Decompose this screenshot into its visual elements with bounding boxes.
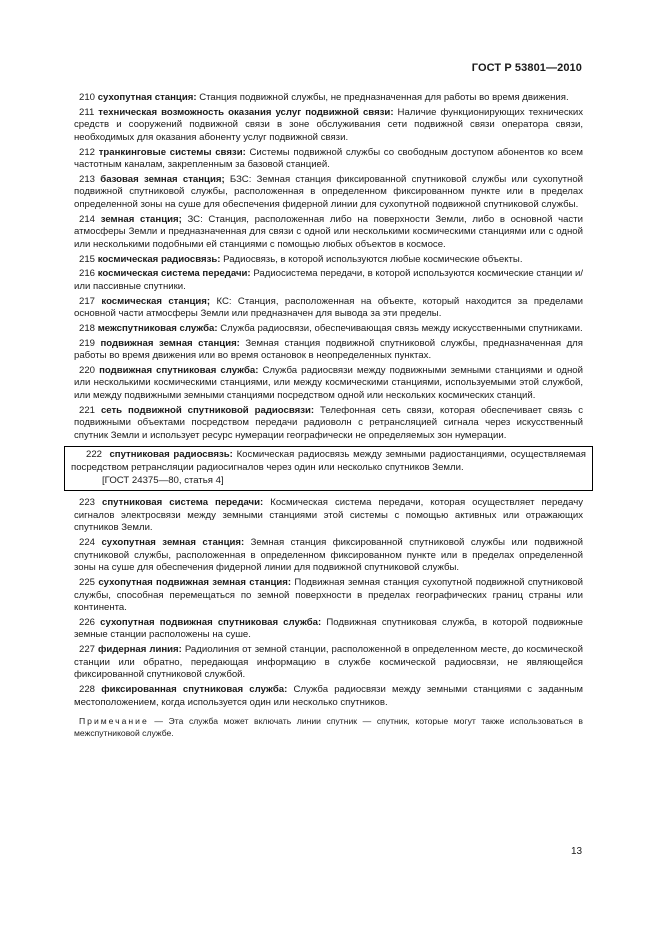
entry-term: сухопутная подвижная спутниковая служба: [100, 616, 322, 628]
definition-entry [74, 577, 583, 615]
entry-number: 220 [79, 364, 96, 376]
entry-term: сухопутная подвижная земная станция: [98, 577, 292, 588]
entry-definition: Служба радиосвязи между подвижными земными станциями и одной или несколькими космическими станциями, или между космическими станциями, используемыми этой службой, или между подвижными земными станциями посредством одной или нескольких космических станций. [74, 364, 583, 401]
entry-definition: Космическая радиосвязь между земными радиостанциями, осуществляемая посредством ретрансляции радиосигналов через один или несколько спутников Земли. [71, 449, 586, 474]
entry-definition: Радиолиния от земной станции, расположенной в определенном месте, до космической станции или обратно, передающая информацию в службе космической радиосвязи, не являющейся фиксированной спутниковой службой. [74, 644, 583, 681]
definition-entry [74, 644, 583, 682]
entry-term: базовая земная станция; [100, 173, 225, 185]
source-reference: [ГОСТ 24375—80, статья 4] [102, 474, 224, 486]
entry-definition: Наличие функционирующих технических средств и сооружений подвижной связи в зоне обслуживания сети подвижной связи оператора связи, необходимых для оказания абоненту услуг подвижной связи. [74, 106, 583, 143]
definition-entry [74, 107, 583, 145]
definition-entry [74, 296, 583, 321]
entry-definition: Служба радиосвязи, обеспечивающая связь между искусственными спутниками. [220, 322, 583, 334]
entry-definition: Системы подвижной службы со свободным доступом абонентов ко всем частотным каналам, закрепленным за базовой станцией. [74, 146, 583, 171]
entry-term: подвижная земная станция: [100, 337, 240, 349]
entry-definition: Космическая система передачи, которая осуществляет передачу сигналов электросвязи между земными станциями этой системы с помощью активных или отражающих спутников Земли. [74, 497, 583, 534]
entry-term: сухопутная станция: [97, 92, 197, 103]
entry-number: 213 [79, 173, 96, 185]
entry-number: 227 [79, 644, 96, 656]
entry-definition: Радиосвязь, в которой используются любые космические объекты. [223, 253, 523, 265]
entry-number: 224 [79, 537, 96, 549]
entry-term: межспутниковая служба: [97, 322, 218, 334]
entry-number: 225 [79, 577, 96, 588]
entry-term: транкинговые системы связи: [98, 146, 246, 158]
entry-definition: КС: Станция, расположенная на объекте, который находится за пределами основной части атмосферы Земли или предназначен для вывода за эти пределы. [74, 295, 583, 320]
definition-entry [74, 684, 583, 709]
document-body [71, 92, 586, 748]
note-text: — Эта служба может включать линии спутник — спутник, которые могут также использоваться в межспутниковой службе. [74, 716, 583, 739]
standard-header: ГОСТ Р 53801—2010 [471, 62, 582, 74]
entry-definition: Земная станция фиксированной спутниковой службы или подвижной спутниковой службы, расположенная в определенном фиксированном пункте или в пределах определенной зоны на суше для обеспечения фидерной линии для подвижной спутниковой службы. [74, 537, 583, 574]
entry-term: подвижная спутниковая служба: [99, 364, 259, 376]
page-number: 13 [571, 846, 583, 857]
entry-definition: Радиосистема передачи, в которой используются космические станции и/или пассивные спутники. [74, 268, 583, 292]
definition-entry [74, 617, 583, 642]
entry-number: 218 [79, 322, 96, 334]
definition-entry [74, 537, 583, 575]
entries-list-continued [74, 497, 583, 709]
definition-entry [74, 268, 583, 293]
note [74, 715, 583, 739]
entry-number: 212 [79, 146, 96, 158]
entry-definition: Телефонная сеть связи, которая обеспечивает связь с подвижными объектами посредством передачи радиоволн с ретрансляцией сигнала через искусственный спутник Земли и использует ресурс нумерации географически не определяемых зон нумерации. [74, 404, 583, 441]
boxed-entry [71, 449, 586, 474]
entry-term: фидерная линия: [98, 644, 182, 656]
entry-number: 219 [79, 337, 96, 349]
note-label: Примечание [79, 716, 149, 727]
entries-list [74, 92, 583, 442]
entry-number: 210 [79, 92, 96, 103]
entry-term: спутниковая система передачи: [102, 497, 264, 509]
entry-definition: Станция подвижной службы, не предназначенная для работы во время движения. [199, 92, 569, 103]
entry-definition: БЗС: Земная станция фиксированной спутниковой службы или сухопутной подвижной спутниковой службы, расположенная в определенном фиксированном пункте или в пределах определенной зоны на суше для обеспечения фидерной линии для сухопутной подвижной спутниковой службы. [74, 173, 584, 211]
definition-entry [74, 92, 583, 105]
entry-term: сухопутная земная станция: [101, 537, 245, 549]
entry-number: 221 [79, 404, 96, 416]
entry-definition: Подвижная спутниковая служба, в которой подвижные земные станции расположены на суше. [74, 616, 584, 641]
entry-number: 223 [79, 497, 96, 509]
entry-term: земная станция; [100, 213, 182, 225]
entry-definition: Земная станция подвижной спутниковой службы, предназначенная для работы во время движения или во время остановок в неопределенных пунктах. [74, 337, 583, 362]
boxed-definition [64, 446, 593, 491]
entry-term: сеть подвижной спутниковой радиосвязи: [100, 404, 315, 416]
entry-term: фиксированная спутниковая служба: [101, 684, 288, 696]
entry-term: космическая станция; [101, 295, 211, 307]
definition-entry [74, 174, 583, 212]
entry-number: 215 [79, 253, 96, 265]
entry-number: 222 [86, 449, 103, 461]
entry-term: космическая система передачи: [97, 268, 251, 280]
entry-number: 217 [79, 295, 96, 307]
entry-term: спутниковая радиосвязь: [109, 449, 233, 461]
entry-term: космическая радиосвязь: [97, 253, 221, 265]
entry-number: 214 [79, 213, 96, 225]
definition-entry [74, 497, 583, 535]
entry-definition: Служба радиосвязи между земными станциями с заданным местоположением, когда используется один или несколько спутников. [74, 684, 583, 708]
entry-number: 216 [79, 268, 96, 280]
definition-entry [74, 405, 583, 443]
entry-definition: ЗС: Станция, расположенная либо на поверхности Земли, либо в основной части атмосферы Земли и предназначенная для связи с одной или несколькими космическими станциями или с одной или несколькими подобными ей станциями с помощью любых объектов в космосе. [74, 213, 583, 250]
definition-entry [74, 323, 583, 336]
entry-term: техническая возможность оказания услуг подвижной связи: [98, 106, 394, 118]
definition-entry [74, 338, 583, 363]
entry-number: 228 [79, 684, 96, 696]
definition-entry [74, 365, 583, 403]
entry-definition: Подвижная земная станция сухопутной подвижной спутниковой службы, способная перемещаться по земной поверхности в пределах географических границ страны или континента. [74, 577, 583, 614]
definition-entry [74, 214, 583, 252]
entry-number: 226 [79, 616, 96, 628]
definition-entry [74, 254, 583, 267]
definition-entry [74, 147, 583, 172]
entry-number: 211 [79, 106, 95, 118]
